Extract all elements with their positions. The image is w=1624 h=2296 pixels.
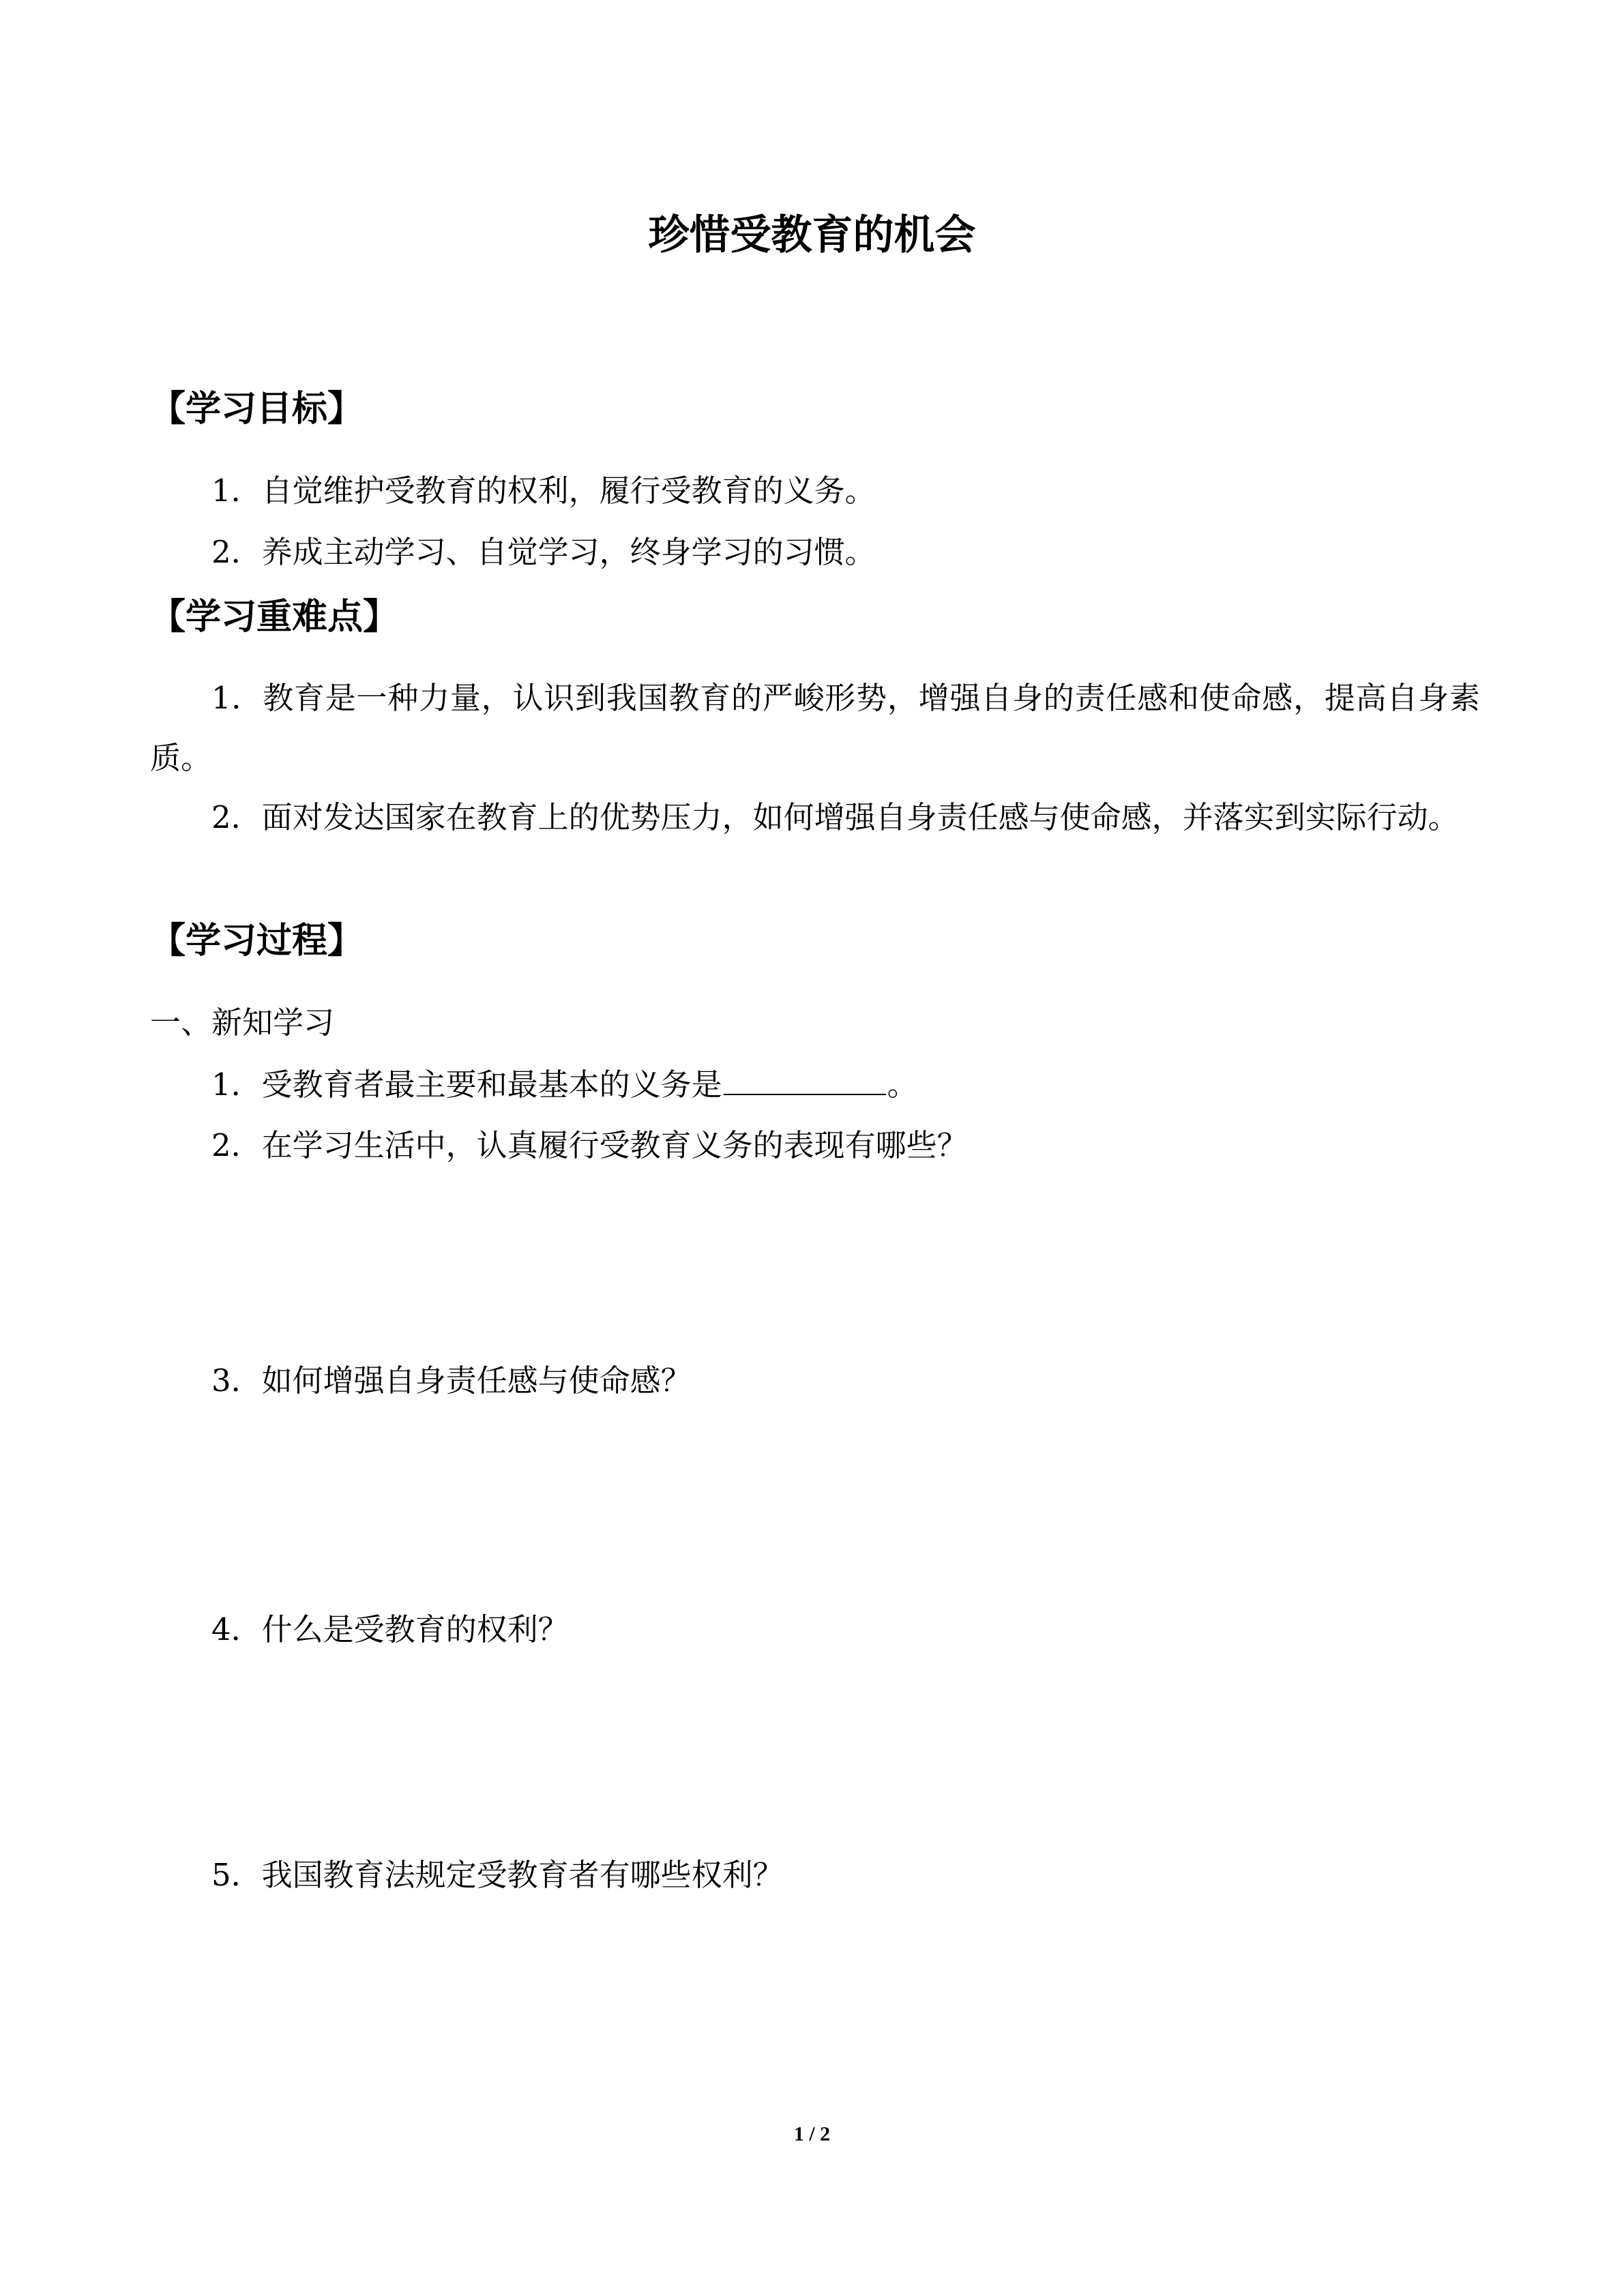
process-heading: 【学习过程】 (150, 921, 364, 961)
key-point-item-2: 2．面对发达国家在教育上的优势压力，如何增强自身责任感与使命感，并落实到实际行动。 (211, 799, 1459, 835)
key-points-heading: 【学习重难点】 (150, 597, 399, 638)
objective-item-2: 2．养成主动学习、自觉学习，终身学习的习惯。 (211, 534, 876, 570)
question-3: 3．如何增强自身责任感与使命感？ (211, 1362, 692, 1399)
objectives-heading: 【学习目标】 (150, 389, 364, 430)
question-1 (211, 1064, 918, 1105)
question-1-end: 。 (887, 1067, 918, 1103)
question-2: 2．在学习生活中，认真履行受教育义务的表现有哪些？ (211, 1127, 968, 1163)
process-subheading: 一、新知学习 (150, 1004, 335, 1041)
key-point-item-1: 1．教育是一种力量，认识到我国教育的严峻形势，增强自身的责任感和使命感，提高自身素质。 (150, 680, 1480, 776)
question-4: 4．什么是受教育的权利？ (211, 1611, 569, 1648)
document-title: 珍惜受教育的机会 (648, 211, 976, 259)
question-5: 5．我国教育法规定受教育者有哪些权利？ (211, 1857, 784, 1893)
answer-blank[interactable] (724, 1064, 886, 1095)
page-number: 1 / 2 (793, 2123, 831, 2145)
question-1-text: 1．受教育者最主要和最基本的义务是 (211, 1067, 722, 1103)
objective-item-1: 1．自觉维护受教育的权利，履行受教育的义务。 (211, 473, 876, 509)
